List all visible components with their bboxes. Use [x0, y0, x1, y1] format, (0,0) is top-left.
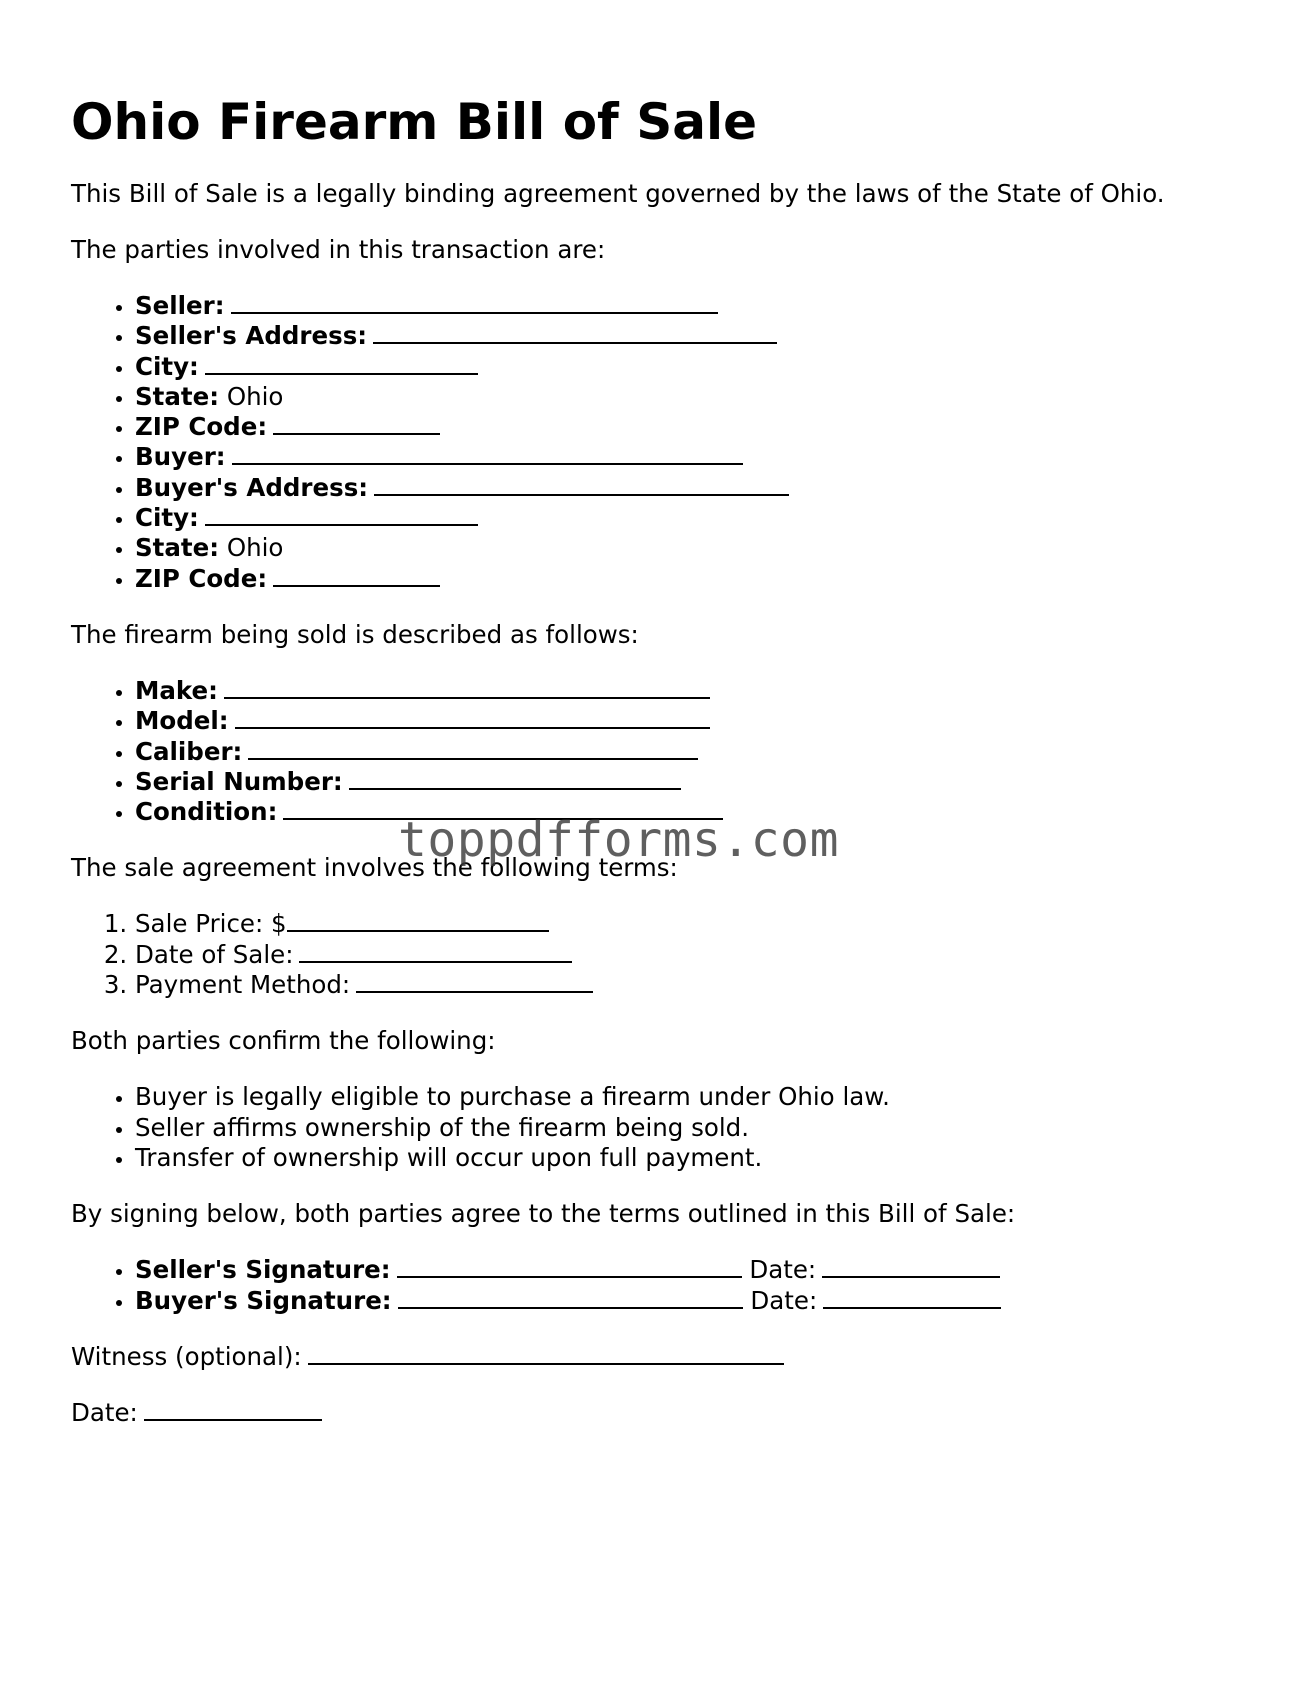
serial-number-field[interactable]	[349, 768, 681, 790]
firearm-list	[71, 676, 1251, 827]
document-title: Ohio Firearm Bill of Sale	[71, 93, 758, 151]
buyer-date-field[interactable]	[823, 1287, 1001, 1309]
witness-field[interactable]	[308, 1343, 784, 1365]
buyer-field[interactable]	[232, 443, 743, 465]
list-item	[135, 706, 1251, 736]
buyer-signature-field[interactable]	[398, 1287, 743, 1309]
list-item	[135, 767, 1251, 797]
terms-heading: The sale agreement involves the following terms:	[71, 853, 678, 883]
final-date-field[interactable]	[144, 1399, 322, 1421]
seller-state-label: State:	[135, 381, 220, 411]
serial-number-label: Serial Number:	[135, 766, 343, 796]
parties-heading: The parties involved in this transaction are:	[71, 235, 606, 264]
final-date-line	[71, 1398, 1251, 1428]
buyer-address-label: Buyer's Address:	[135, 472, 369, 502]
seller-zip-label: ZIP Code:	[135, 412, 268, 442]
seller-address-label: Seller's Address:	[135, 321, 368, 351]
buyer-zip-field[interactable]	[273, 565, 440, 587]
list-item	[135, 909, 1251, 939]
seller-city-field[interactable]	[205, 353, 478, 375]
signatures-list	[71, 1255, 1251, 1316]
confirmations-list	[71, 1082, 1251, 1173]
caliber-field[interactable]	[248, 738, 698, 760]
buyer-date-label: Date:	[750, 1285, 818, 1315]
list-item	[135, 321, 1251, 351]
buyer-state-label: State:	[135, 533, 220, 563]
list-item	[135, 503, 1251, 533]
sale-date-label: Date of Sale:	[135, 939, 294, 969]
firearm-heading: The firearm being sold is described as follows:	[71, 619, 639, 649]
witness-line	[71, 1342, 1251, 1372]
seller-signature-label: Seller's Signature:	[135, 1255, 391, 1285]
sale-price-field[interactable]	[287, 910, 549, 932]
seller-label: Seller:	[135, 291, 225, 320]
model-label: Model:	[135, 706, 229, 736]
buyer-state-value: Ohio	[226, 533, 284, 563]
list-item	[135, 412, 1251, 442]
seller-field[interactable]	[231, 292, 718, 314]
list-item	[135, 564, 1251, 594]
buyer-city-label: City:	[135, 503, 199, 533]
terms-list	[71, 909, 1251, 1000]
list-item	[135, 382, 1251, 412]
seller-zip-field[interactable]	[273, 413, 440, 435]
sale-price-label: Sale Price: $	[135, 909, 287, 939]
seller-signature-field[interactable]	[397, 1256, 742, 1278]
bill-of-sale-document	[71, 78, 1251, 1454]
buyer-address-field[interactable]	[374, 474, 789, 496]
buyer-zip-label: ZIP Code:	[135, 563, 268, 593]
list-item	[135, 291, 1251, 321]
payment-method-field[interactable]	[356, 971, 593, 993]
list-item	[135, 442, 1251, 472]
seller-date-field[interactable]	[822, 1256, 1000, 1278]
buyer-signature-label: Buyer's Signature:	[135, 1285, 392, 1315]
signing-heading: By signing below, both parties agree to the terms outlined in this Bill of Sale:	[71, 1199, 1016, 1229]
caliber-label: Caliber:	[135, 736, 243, 766]
seller-city-label: City:	[135, 351, 199, 381]
confirm-heading: Both parties confirm the following:	[71, 1026, 496, 1056]
make-field[interactable]	[224, 677, 710, 699]
list-item	[135, 352, 1251, 382]
seller-address-field[interactable]	[373, 322, 777, 344]
witness-label: Witness (optional):	[71, 1341, 302, 1371]
list-item	[135, 1255, 1251, 1285]
model-field[interactable]	[235, 707, 710, 729]
list-item	[135, 940, 1251, 970]
parties-list	[71, 291, 1251, 594]
list-item	[135, 676, 1251, 706]
buyer-label: Buyer:	[135, 442, 226, 472]
list-item	[135, 1286, 1251, 1316]
list-item: • Buyer is legally eligible to purchase a firearm under Ohio law.	[135, 1082, 1251, 1112]
list-item	[135, 533, 1251, 563]
watermark-text: toppdfforms.com	[398, 812, 839, 868]
list-item: • Transfer of ownership will occur upon full payment.	[135, 1143, 1251, 1173]
seller-date-label: Date:	[749, 1255, 817, 1285]
intro-paragraph: This Bill of Sale is a legally binding agreement governed by the laws of the State of Ohio.	[71, 179, 1165, 208]
condition-label: Condition:	[135, 797, 278, 827]
list-item: • Seller affirms ownership of the firearm being sold.	[135, 1113, 1251, 1143]
list-item	[135, 473, 1251, 503]
final-date-label: Date:	[71, 1397, 138, 1427]
make-label: Make:	[135, 675, 218, 705]
sale-date-field[interactable]	[299, 941, 572, 963]
list-item	[135, 970, 1251, 1000]
list-item	[135, 737, 1251, 767]
buyer-city-field[interactable]	[205, 504, 478, 526]
payment-method-label: Payment Method:	[135, 970, 351, 1000]
seller-state-value: Ohio	[226, 381, 284, 411]
